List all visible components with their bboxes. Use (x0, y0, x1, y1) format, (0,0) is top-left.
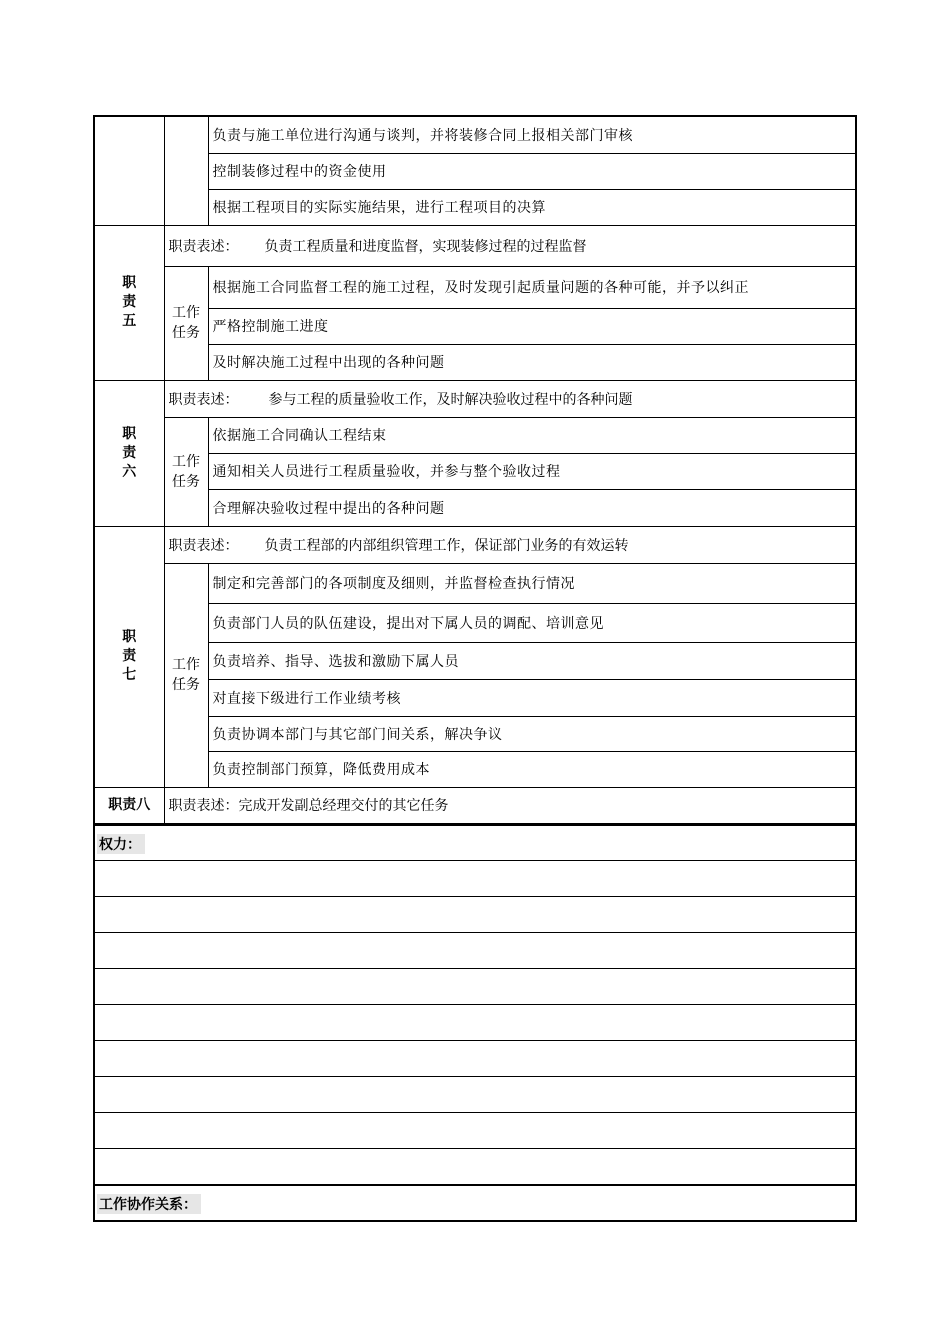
duty7-task-row (94, 563, 856, 603)
duty5-label: 职责五 (94, 225, 164, 380)
power-blank-row (95, 1041, 855, 1077)
duty5-task-row (94, 344, 856, 380)
duty4-task-1: 负责与施工单位进行沟通与谈判，并将装修合同上报相关部门审核 (208, 116, 856, 153)
duty6-task-3: 合理解决验收过程中提出的各种问题 (208, 489, 856, 526)
duty8-label: 职责八 (94, 787, 164, 823)
duty5-task-row (94, 308, 856, 344)
duty7-task-3: 负责培养、指导、选拔和激励下属人员 (208, 642, 856, 679)
duty5-desc-row (94, 225, 856, 266)
duty7-task-6: 负责控制部门预算，降低费用成本 (208, 751, 856, 787)
duty7-task-2: 负责部门人员的队伍建设，提出对下属人员的调配、培训意见 (208, 603, 856, 642)
power-title: 权力： (97, 834, 145, 854)
duty8-row (94, 787, 856, 823)
duty6-task-row (94, 453, 856, 489)
duty7-desc: 职责表述： 负责工程部的内部组织管理工作，保证部门业务的有效运转 (164, 526, 856, 563)
duty7-task-label: 工作任务 (164, 563, 208, 787)
duty7-task-row (94, 603, 856, 642)
duty4-sub-cell (164, 116, 208, 225)
power-blank-row (95, 861, 855, 897)
duty7-task-4: 对直接下级进行工作业绩考核 (208, 679, 856, 716)
power-blank-row (95, 933, 855, 969)
duty5-task-1: 根据施工合同监督工程的施工过程，及时发现引起质量问题的各种可能，并予以纠正 (208, 266, 856, 308)
duty-table (93, 115, 857, 824)
duty6-task-row (94, 417, 856, 453)
duty6-task-2: 通知相关人员进行工程质量验收，并参与整个验收过程 (208, 453, 856, 489)
collaboration-title: 工作协作关系： (97, 1194, 201, 1214)
power-blank-row (95, 1113, 855, 1149)
power-blank-row (95, 1149, 855, 1184)
duty5-task-row (94, 266, 856, 308)
duty6-task-row (94, 489, 856, 526)
job-description-sheet (93, 115, 857, 1222)
duty7-task-row (94, 642, 856, 679)
power-blank-row (95, 1077, 855, 1113)
duty7-label: 职责七 (94, 526, 164, 787)
duty7-task-5: 负责协调本部门与其它部门间关系，解决争议 (208, 716, 856, 751)
power-title-row (95, 826, 855, 861)
duty5-task-3: 及时解决施工过程中出现的各种问题 (208, 344, 856, 380)
power-blank-row (95, 897, 855, 933)
duty8-desc: 职责表述：完成开发副总经理交付的其它任务 (164, 787, 856, 823)
duty6-task-1: 依据施工合同确认工程结束 (208, 417, 856, 453)
duty4-task-3: 根据工程项目的实际实施结果，进行工程项目的决算 (208, 189, 856, 225)
duty7-task-row (94, 751, 856, 787)
duty7-task-row (94, 716, 856, 751)
power-blank-row (95, 969, 855, 1005)
duty7-task-row (94, 679, 856, 716)
duty5-desc: 职责表述： 负责工程质量和进度监督，实现装修过程的过程监督 (164, 225, 856, 266)
duty4-task-2: 控制装修过程中的资金使用 (208, 153, 856, 189)
duty6-desc: 职责表述： 参与工程的质量验收工作，及时解决验收过程中的各种问题 (164, 380, 856, 417)
collaboration-section (93, 1186, 857, 1222)
duty6-desc-row (94, 380, 856, 417)
duty4-label-cell (94, 116, 164, 225)
duty7-desc-row (94, 526, 856, 563)
duty6-label: 职责六 (94, 380, 164, 526)
duty4-task-row (94, 153, 856, 189)
duty7-task-1: 制定和完善部门的各项制度及细则，并监督检查执行情况 (208, 563, 856, 603)
power-section (93, 824, 857, 1186)
power-blank-row (95, 1005, 855, 1041)
duty5-task-2: 严格控制施工进度 (208, 308, 856, 344)
duty6-task-label: 工作任务 (164, 417, 208, 526)
duty5-task-label: 工作任务 (164, 266, 208, 380)
duty4-task-row (94, 116, 856, 153)
duty4-task-row (94, 189, 856, 225)
